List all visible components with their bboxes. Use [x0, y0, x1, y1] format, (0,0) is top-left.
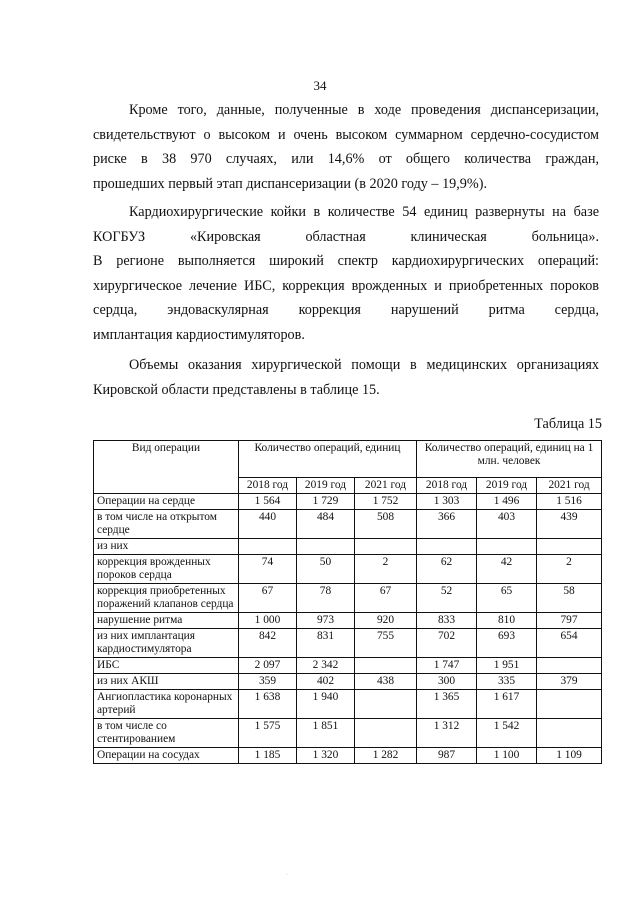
value-cell: 508 [355, 510, 417, 539]
value-cell: 654 [537, 629, 602, 658]
text-line: КОГБУЗ «Кировская областная клиническая больница». [93, 228, 599, 245]
value-cell [537, 539, 602, 555]
text-line: сердца, эндоваскулярная коррекция нарушений ритма сердца, [93, 302, 599, 318]
header-year: 2018 год [239, 478, 297, 494]
value-cell: 42 [477, 555, 537, 584]
header-per-million: Количество операций, единиц на 1 млн. человек [417, 441, 602, 478]
value-cell: 797 [537, 613, 602, 629]
value-cell: 50 [297, 555, 355, 584]
table-row [94, 584, 602, 613]
value-cell: 438 [355, 674, 417, 690]
operation-name: Операции на сосудах [94, 748, 239, 764]
text-line: Объемы оказания хирургической помощи в медицинских организациях [129, 357, 599, 373]
value-cell: 920 [355, 613, 417, 629]
operation-name: из них [94, 539, 239, 555]
header-year: 2018 год [417, 478, 477, 494]
paragraph-dispensary-risk [93, 98, 599, 196]
value-cell: 2 [537, 555, 602, 584]
table-row [94, 748, 602, 764]
value-cell: 1 638 [239, 690, 297, 719]
value-cell: 1 516 [537, 494, 602, 510]
operation-name: нарушение ритма [94, 613, 239, 629]
value-cell [355, 690, 417, 719]
operation-name: коррекция приобретенных поражений клапанов сердца [94, 584, 239, 613]
value-cell: 1 312 [417, 719, 477, 748]
value-cell: 1 365 [417, 690, 477, 719]
value-cell: 366 [417, 510, 477, 539]
value-cell: 1 303 [417, 494, 477, 510]
value-cell [477, 539, 537, 555]
value-cell: 78 [297, 584, 355, 613]
text-line: риске в 38 970 случаях, или 14,6% от общего количества граждан, [93, 151, 599, 167]
value-cell: 1 564 [239, 494, 297, 510]
text-line: свидетельствуют о высоком и очень высоком суммарном сердечно-сосудистом [93, 126, 599, 143]
paragraph-surgery-volumes [93, 353, 599, 402]
scan-artifact: · [286, 872, 288, 878]
value-cell: 65 [477, 584, 537, 613]
value-cell: 1 752 [355, 494, 417, 510]
value-cell: 1 575 [239, 719, 297, 748]
paragraph-cardiac-beds [93, 200, 599, 347]
value-cell: 67 [355, 584, 417, 613]
value-cell: 810 [477, 613, 537, 629]
value-cell [537, 719, 602, 748]
text-line: Кардиохирургические койки в количестве 54 единиц развернуты на базе [129, 204, 599, 220]
value-cell: 702 [417, 629, 477, 658]
operation-name: коррекция врожденных пороков сердца [94, 555, 239, 584]
value-cell: 1 851 [297, 719, 355, 748]
surgery-volume-table [93, 440, 602, 764]
value-cell: 440 [239, 510, 297, 539]
value-cell: 1 496 [477, 494, 537, 510]
value-cell: 833 [417, 613, 477, 629]
header-operation: Вид операции [94, 441, 239, 494]
value-cell: 693 [477, 629, 537, 658]
operation-name: ИБС [94, 658, 239, 674]
text-line: Кировской области представлены в таблице 15. [93, 381, 380, 398]
text-line: хирургическое лечение ИБС, коррекция врожденных и приобретенных пороков [93, 277, 599, 294]
value-cell: 335 [477, 674, 537, 690]
table-row [94, 555, 602, 584]
value-cell: 1 000 [239, 613, 297, 629]
value-cell [355, 539, 417, 555]
value-cell: 831 [297, 629, 355, 658]
value-cell: 402 [297, 674, 355, 690]
text-line: В регионе выполняется широкий спектр кардиохирургических операций: [93, 253, 599, 269]
value-cell: 439 [537, 510, 602, 539]
table-row [94, 719, 602, 748]
text-line: прошедших первый этап диспансеризации (в 2020 году – 19,9%). [93, 175, 487, 192]
value-cell: 973 [297, 613, 355, 629]
operation-name: Операции на сердце [94, 494, 239, 510]
table-row [94, 629, 602, 658]
value-cell: 2 097 [239, 658, 297, 674]
operation-name: Ангиопластика коронарных артерий [94, 690, 239, 719]
value-cell: 403 [477, 510, 537, 539]
value-cell: 2 [355, 555, 417, 584]
value-cell [537, 658, 602, 674]
text-line: имплантация кардиостимуляторов. [93, 326, 305, 343]
value-cell: 1 951 [477, 658, 537, 674]
value-cell [239, 539, 297, 555]
table-caption: Таблица 15 [534, 416, 602, 432]
value-cell: 300 [417, 674, 477, 690]
value-cell: 74 [239, 555, 297, 584]
value-cell: 1 542 [477, 719, 537, 748]
value-cell: 1 617 [477, 690, 537, 719]
value-cell: 1 747 [417, 658, 477, 674]
value-cell [537, 690, 602, 719]
table-row [94, 674, 602, 690]
table-row [94, 690, 602, 719]
value-cell: 67 [239, 584, 297, 613]
value-cell: 755 [355, 629, 417, 658]
value-cell: 1 940 [297, 690, 355, 719]
operation-name: из них имплантация кардиостимулятора [94, 629, 239, 658]
table-row [94, 510, 602, 539]
value-cell: 1 185 [239, 748, 297, 764]
operation-name: в том числе на открытом сердце [94, 510, 239, 539]
value-cell: 1 729 [297, 494, 355, 510]
value-cell [297, 539, 355, 555]
header-year: 2019 год [477, 478, 537, 494]
header-year: 2021 год [355, 478, 417, 494]
value-cell: 1 109 [537, 748, 602, 764]
table-body [94, 494, 602, 764]
value-cell [355, 658, 417, 674]
table-row [94, 494, 602, 510]
value-cell: 987 [417, 748, 477, 764]
value-cell: 484 [297, 510, 355, 539]
page-number: 34 [313, 78, 327, 93]
value-cell [417, 539, 477, 555]
table-row [94, 658, 602, 674]
value-cell: 1 282 [355, 748, 417, 764]
header-year: 2019 год [297, 478, 355, 494]
value-cell: 842 [239, 629, 297, 658]
header-year: 2021 год [537, 478, 602, 494]
operation-name: из них АКШ [94, 674, 239, 690]
table-row [94, 613, 602, 629]
value-cell: 58 [537, 584, 602, 613]
value-cell: 1 320 [297, 748, 355, 764]
value-cell: 379 [537, 674, 602, 690]
value-cell: 52 [417, 584, 477, 613]
value-cell: 2 342 [297, 658, 355, 674]
value-cell: 359 [239, 674, 297, 690]
text-line: Кроме того, данные, полученные в ходе проведения диспансеризации, [129, 102, 599, 118]
value-cell [355, 719, 417, 748]
operation-name: в том числе со стентированием [94, 719, 239, 748]
table-row [94, 539, 602, 555]
header-count: Количество операций, единиц [239, 441, 417, 478]
value-cell: 1 100 [477, 748, 537, 764]
value-cell: 62 [417, 555, 477, 584]
